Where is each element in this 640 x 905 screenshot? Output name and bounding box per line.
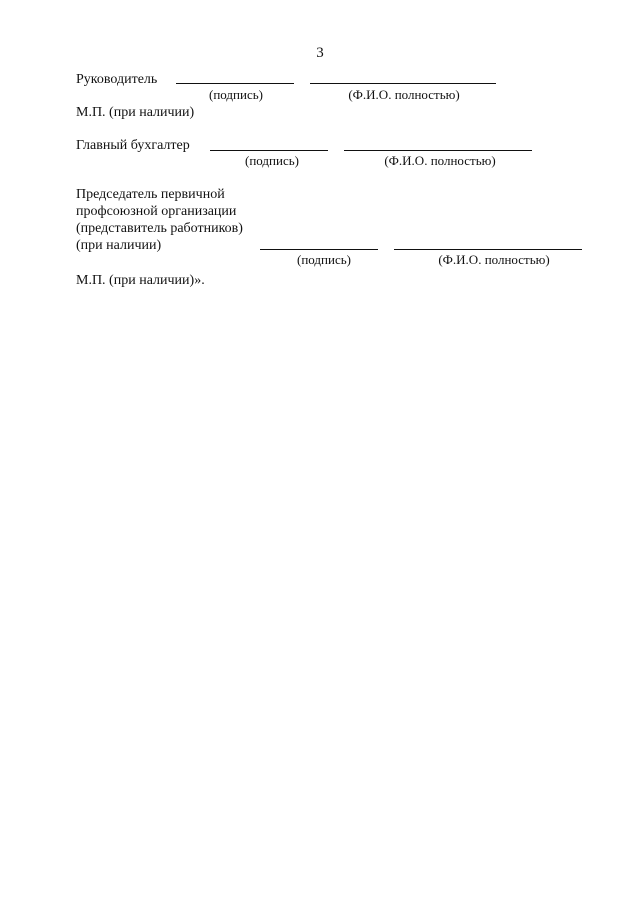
union-chair-name-caption: (Ф.И.О. полностью)	[438, 252, 550, 267]
union-chair-name-line	[394, 249, 582, 250]
director-name-line	[310, 83, 496, 84]
union-chair-signature-caption: (подпись)	[297, 252, 351, 267]
union-chair-signature-line	[260, 249, 378, 250]
accountant-signature-caption: (подпись)	[245, 153, 299, 168]
director-name-caption: (Ф.И.О. полностью)	[348, 87, 460, 102]
page-number: 3	[316, 45, 324, 61]
union-chair-stamp-note: М.П. (при наличии)».	[76, 273, 205, 288]
union-chair-label-line: (представитель работников)	[76, 221, 243, 236]
accountant-label: Главный бухгалтер	[76, 138, 190, 153]
director-signature-caption: (подпись)	[209, 87, 263, 102]
accountant-name-caption: (Ф.И.О. полностью)	[384, 153, 496, 168]
union-chair-label-line: (при наличии)	[76, 238, 162, 253]
accountant-signature-line	[210, 150, 328, 151]
director-stamp-note: М.П. (при наличии)	[76, 105, 195, 120]
director-label: Руководитель	[76, 72, 158, 87]
accountant-name-line	[344, 150, 532, 151]
union-chair-label	[76, 186, 296, 254]
union-chair-label-line: профсоюзной организации	[76, 204, 237, 219]
director-signature-line	[176, 83, 294, 84]
union-chair-label-line: Председатель первичной	[76, 187, 225, 202]
